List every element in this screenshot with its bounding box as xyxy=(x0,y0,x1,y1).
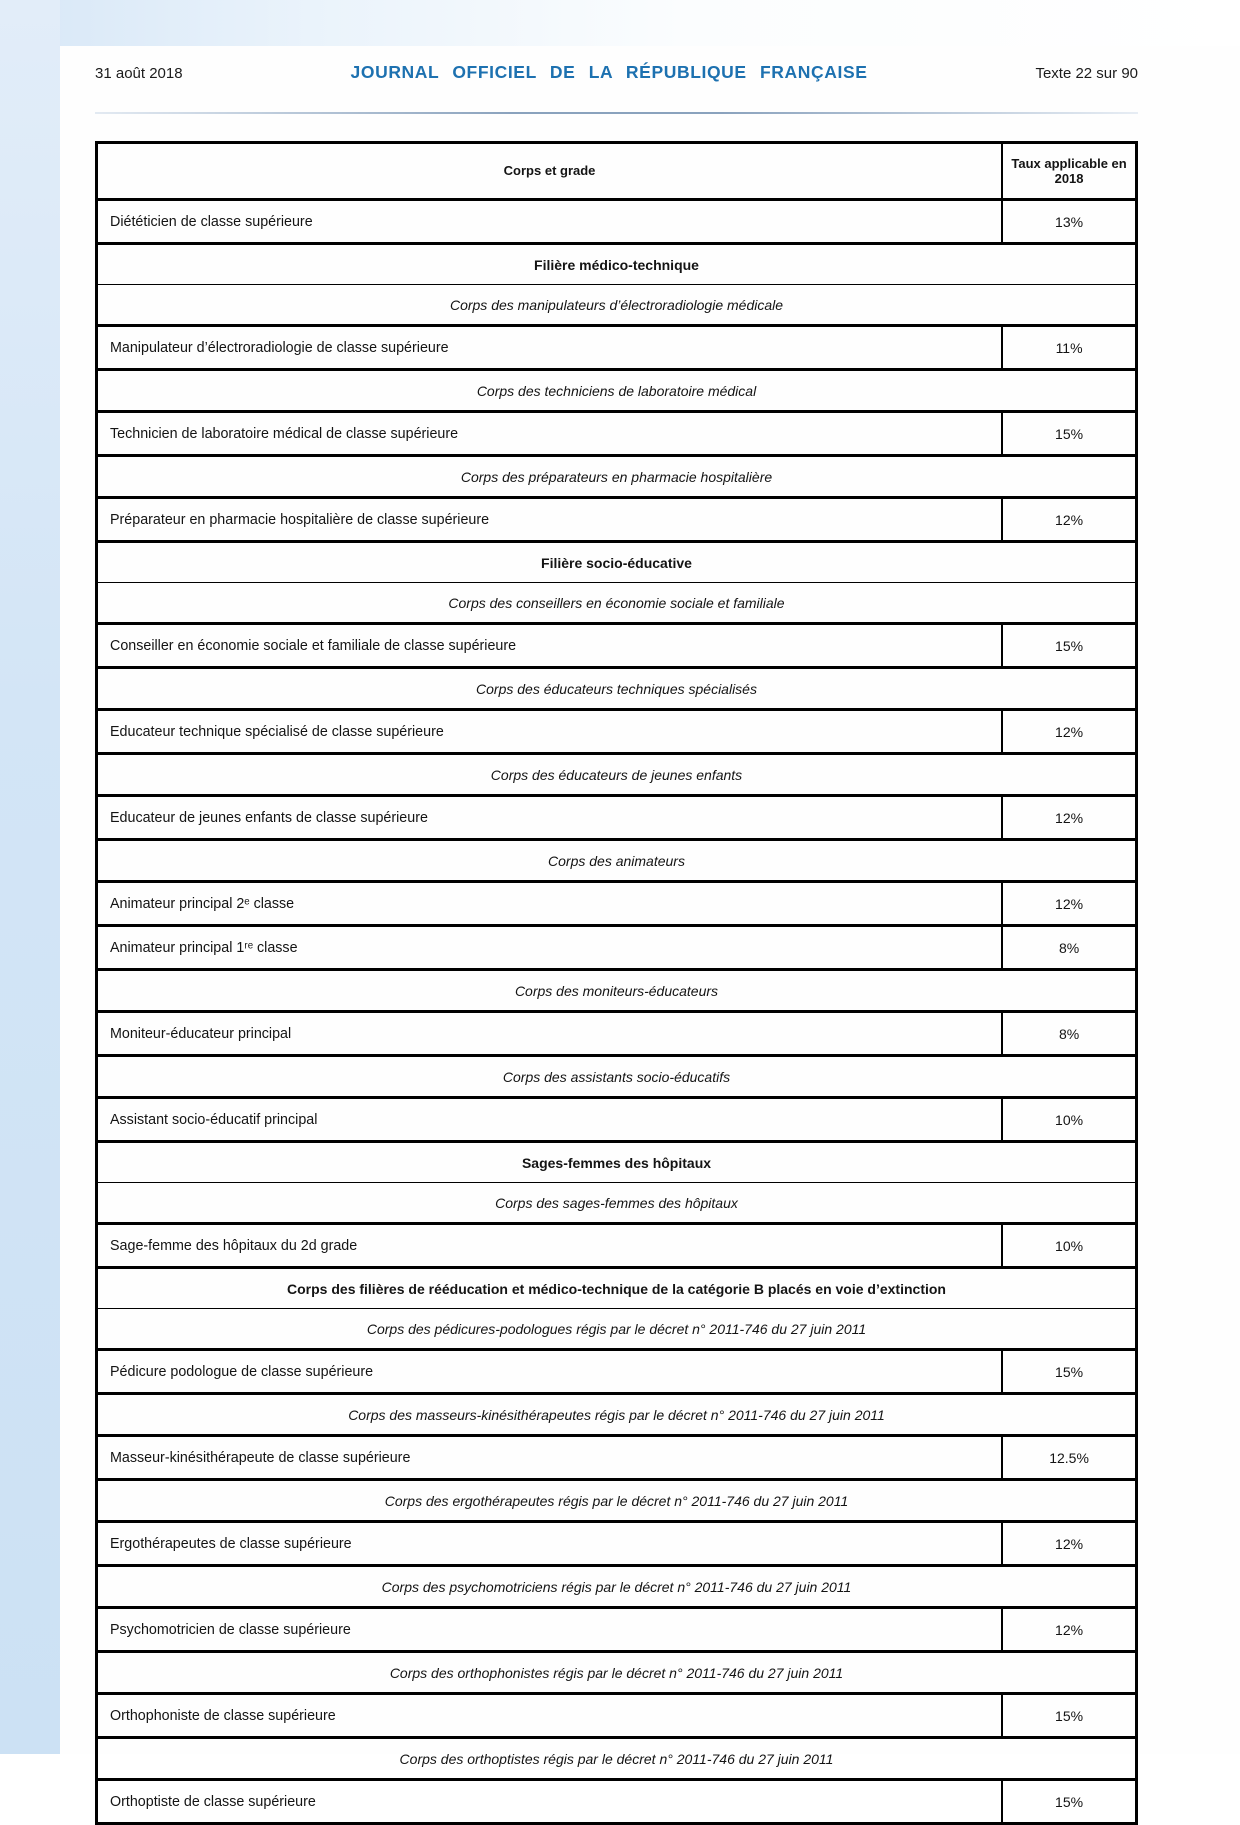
table-row xyxy=(97,1268,1137,1309)
grade-label: Orthoptiste de classe supérieure xyxy=(97,1780,1003,1824)
table-row xyxy=(97,1480,1137,1522)
table-row xyxy=(97,1394,1137,1436)
table-row xyxy=(97,498,1137,542)
grade-label: Manipulateur d’électroradiologie de classe supérieure xyxy=(97,326,1003,370)
table-row xyxy=(97,200,1137,244)
grade-label: Pédicure podologue de classe supérieure xyxy=(97,1350,1003,1394)
table-row xyxy=(97,1738,1137,1780)
corps-subtitle: Corps des préparateurs en pharmacie hospitalière xyxy=(97,456,1137,498)
corps-subtitle: Corps des techniciens de laboratoire médical xyxy=(97,370,1137,412)
table-row xyxy=(97,668,1137,710)
table-row xyxy=(97,1224,1137,1268)
grade-label: Sage-femme des hôpitaux du 2d grade xyxy=(97,1224,1003,1268)
table-row xyxy=(97,1694,1137,1738)
taux-value: 15% xyxy=(1002,1694,1136,1738)
taux-value: 10% xyxy=(1002,1224,1136,1268)
table-row xyxy=(97,624,1137,668)
taux-value: 15% xyxy=(1002,624,1136,668)
table-row xyxy=(97,1608,1137,1652)
grade-label: Animateur principal 1ʳᵉ classe xyxy=(97,926,1003,970)
table-row xyxy=(97,1652,1137,1694)
rates-table-body xyxy=(97,200,1137,1824)
rates-table-header xyxy=(97,143,1137,200)
section-title: Filière socio-éducative xyxy=(97,542,1137,583)
table-row xyxy=(97,710,1137,754)
grade-label: Educateur technique spécialisé de classe supérieure xyxy=(97,710,1003,754)
taux-value: 12% xyxy=(1002,498,1136,542)
section-title: Corps des filières de rééducation et médico-technique de la catégorie B placés en voie d’extinction xyxy=(97,1268,1137,1309)
table-row xyxy=(97,1566,1137,1608)
table-row xyxy=(97,882,1137,926)
corps-subtitle: Corps des moniteurs-éducateurs xyxy=(97,970,1137,1012)
grade-label: Diététicien de classe supérieure xyxy=(97,200,1003,244)
taux-value: 12.5% xyxy=(1002,1436,1136,1480)
table-row xyxy=(97,754,1137,796)
table-row xyxy=(97,326,1137,370)
section-title: Sages-femmes des hôpitaux xyxy=(97,1142,1137,1183)
corps-subtitle: Corps des manipulateurs d’électroradiologie médicale xyxy=(97,285,1137,326)
corps-subtitle: Corps des conseillers en économie sociale et familiale xyxy=(97,583,1137,624)
corps-subtitle: Corps des animateurs xyxy=(97,840,1137,882)
corps-subtitle: Corps des éducateurs de jeunes enfants xyxy=(97,754,1137,796)
corps-subtitle: Corps des masseurs-kinésithérapeutes régis par le décret n° 2011-746 du 27 juin 2011 xyxy=(97,1394,1137,1436)
grade-label: Psychomotricien de classe supérieure xyxy=(97,1608,1003,1652)
top-gradient-band xyxy=(0,0,1240,46)
table-row xyxy=(97,1350,1137,1394)
table-row xyxy=(97,1056,1137,1098)
corps-subtitle: Corps des ergothérapeutes régis par le décret n° 2011-746 du 27 juin 2011 xyxy=(97,1480,1137,1522)
table-row xyxy=(97,970,1137,1012)
corps-subtitle: Corps des pédicures-podologues régis par le décret n° 2011-746 du 27 juin 2011 xyxy=(97,1309,1137,1350)
corps-subtitle: Corps des éducateurs techniques spécialisés xyxy=(97,668,1137,710)
table-row xyxy=(97,1436,1137,1480)
col-header-taux-applicable: Taux applicable en 2018 xyxy=(1002,143,1136,200)
table-row xyxy=(97,1142,1137,1183)
corps-subtitle: Corps des orthoptistes régis par le décret n° 2011-746 du 27 juin 2011 xyxy=(97,1738,1137,1780)
header-row xyxy=(97,143,1137,200)
table-row xyxy=(97,244,1137,285)
journal-title: JOURNAL OFFICIEL DE LA RÉPUBLIQUE FRANÇAISE xyxy=(350,62,868,82)
grade-label: Assistant socio-éducatif principal xyxy=(97,1098,1003,1142)
header-divider-rule xyxy=(95,112,1138,114)
taux-value: 12% xyxy=(1002,796,1136,840)
grade-label: Moniteur-éducateur principal xyxy=(97,1012,1003,1056)
table-row xyxy=(97,1183,1137,1224)
table-row xyxy=(97,542,1137,583)
table-row xyxy=(97,285,1137,326)
table-row xyxy=(97,583,1137,624)
corps-subtitle: Corps des orthophonistes régis par le décret n° 2011-746 du 27 juin 2011 xyxy=(97,1652,1137,1694)
texte-page-ref: Texte 22 sur 90 xyxy=(1035,65,1138,82)
taux-value: 11% xyxy=(1002,326,1136,370)
doc-header xyxy=(95,62,1138,83)
grade-label: Educateur de jeunes enfants de classe supérieure xyxy=(97,796,1003,840)
grade-label: Orthophoniste de classe supérieure xyxy=(97,1694,1003,1738)
rates-table xyxy=(95,141,1138,1825)
grade-label: Technicien de laboratoire médical de classe supérieure xyxy=(97,412,1003,456)
taux-value: 12% xyxy=(1002,1608,1136,1652)
table-row xyxy=(97,412,1137,456)
taux-value: 12% xyxy=(1002,882,1136,926)
grade-label: Conseiller en économie sociale et familiale de classe supérieure xyxy=(97,624,1003,668)
left-gradient-strip xyxy=(0,0,60,1754)
taux-value: 8% xyxy=(1002,1012,1136,1056)
grade-label: Animateur principal 2ᵉ classe xyxy=(97,882,1003,926)
table-row xyxy=(97,1098,1137,1142)
table-row xyxy=(97,456,1137,498)
taux-value: 15% xyxy=(1002,1780,1136,1824)
taux-value: 10% xyxy=(1002,1098,1136,1142)
col-header-corps-et-grade: Corps et grade xyxy=(97,143,1003,200)
table-row xyxy=(97,1780,1137,1824)
corps-subtitle: Corps des assistants socio-éducatifs xyxy=(97,1056,1137,1098)
section-title: Filière médico-technique xyxy=(97,244,1137,285)
table-row xyxy=(97,926,1137,970)
taux-value: 15% xyxy=(1002,1350,1136,1394)
grade-label: Préparateur en pharmacie hospitalière de classe supérieure xyxy=(97,498,1003,542)
table-row xyxy=(97,1309,1137,1350)
grade-label: Masseur-kinésithérapeute de classe supérieure xyxy=(97,1436,1003,1480)
corps-subtitle: Corps des psychomotriciens régis par le décret n° 2011-746 du 27 juin 2011 xyxy=(97,1566,1137,1608)
taux-value: 8% xyxy=(1002,926,1136,970)
taux-value: 15% xyxy=(1002,412,1136,456)
table-row xyxy=(97,840,1137,882)
taux-value: 12% xyxy=(1002,710,1136,754)
table-row xyxy=(97,370,1137,412)
table-row xyxy=(97,796,1137,840)
table-row xyxy=(97,1012,1137,1056)
taux-value: 12% xyxy=(1002,1522,1136,1566)
taux-value: 13% xyxy=(1002,200,1136,244)
grade-label: Ergothérapeutes de classe supérieure xyxy=(97,1522,1003,1566)
corps-subtitle: Corps des sages-femmes des hôpitaux xyxy=(97,1183,1137,1224)
doc-date: 31 août 2018 xyxy=(95,65,183,82)
table-row xyxy=(97,1522,1137,1566)
